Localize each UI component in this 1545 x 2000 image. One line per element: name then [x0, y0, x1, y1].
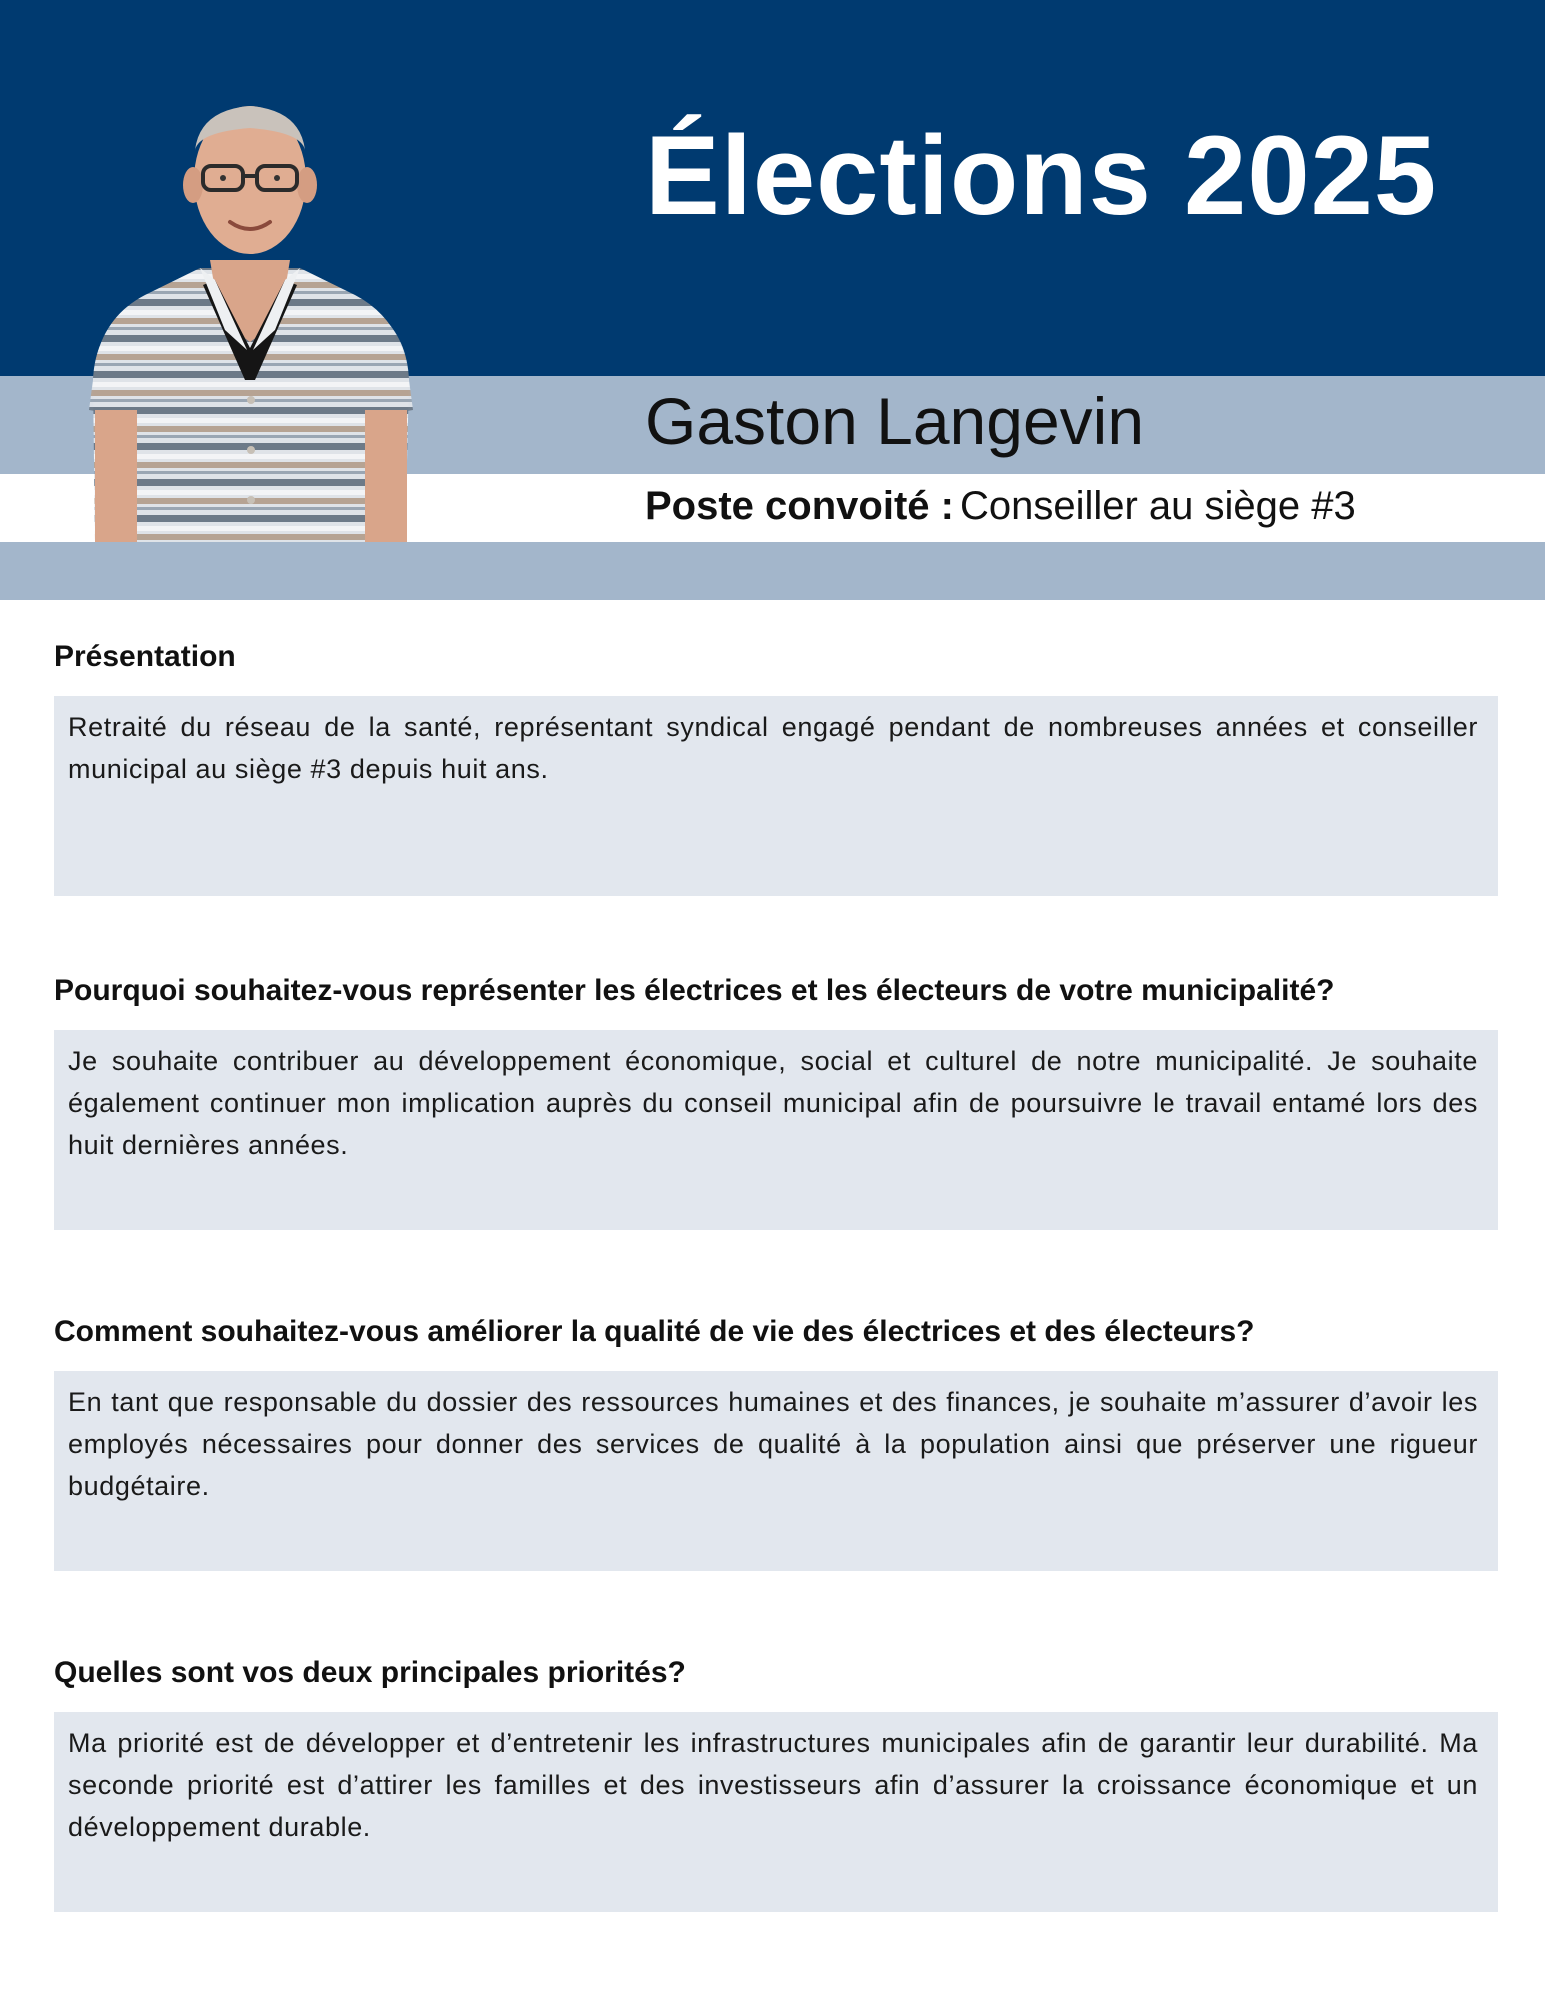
section-why-represent: [54, 972, 1498, 1230]
position-line: [645, 484, 1356, 529]
section-heading: Présentation: [54, 640, 236, 673]
position-value: Conseiller au siège #3: [959, 484, 1356, 528]
section-heading: Pourquoi souhaitez-vous représenter les électrices et les électeurs de votre municipalité?: [54, 974, 1335, 1007]
section-quality-of-life: [54, 1313, 1498, 1571]
answer-text: Ma priorité est de développer et d’entretenir les infrastructures municipales afin de garantir leur durabilité. Ma seconde priorité est d’attirer les familles et des investisseurs afin d’assurer la croissance économique et un développement durable.: [68, 1728, 1478, 1842]
answer-text: En tant que responsable du dossier des ressources humaines et des finances, je souhaite m’assurer d’avoir les employés nécessaires pour donner des services de qualité à la population ainsi que préserver une rigueur budgétaire.: [68, 1387, 1478, 1501]
answer-box: [54, 1371, 1498, 1571]
section-heading: Comment souhaitez-vous améliorer la qualité de vie des électrices et des électeurs?: [54, 1315, 1255, 1348]
section-presentation: [54, 638, 1498, 896]
section-heading: Quelles sont vos deux principales priorités?: [54, 1656, 686, 1689]
section-priorities: [54, 1654, 1498, 1912]
answer-box: [54, 696, 1498, 896]
answer-text: Je souhaite contribuer au développement économique, social et culturel de notre municipalité. Je souhaite également continuer mon implication auprès du conseil municipal afin de poursuivre le travail entamé lors des huit dernières années.: [68, 1046, 1478, 1160]
answer-text: Retraité du réseau de la santé, représentant syndical engagé pendant de nombreuses années et conseiller municipal au siège #3 depuis huit ans.: [68, 712, 1478, 784]
candidate-name: Gaston Langevin: [645, 384, 1145, 458]
page-title: Élections 2025: [645, 113, 1438, 238]
answer-box: [54, 1030, 1498, 1230]
answer-box: [54, 1712, 1498, 1912]
bottom-band: [0, 542, 1545, 600]
candidate-photo: [75, 80, 425, 542]
position-label: Poste convoité :: [645, 484, 954, 528]
